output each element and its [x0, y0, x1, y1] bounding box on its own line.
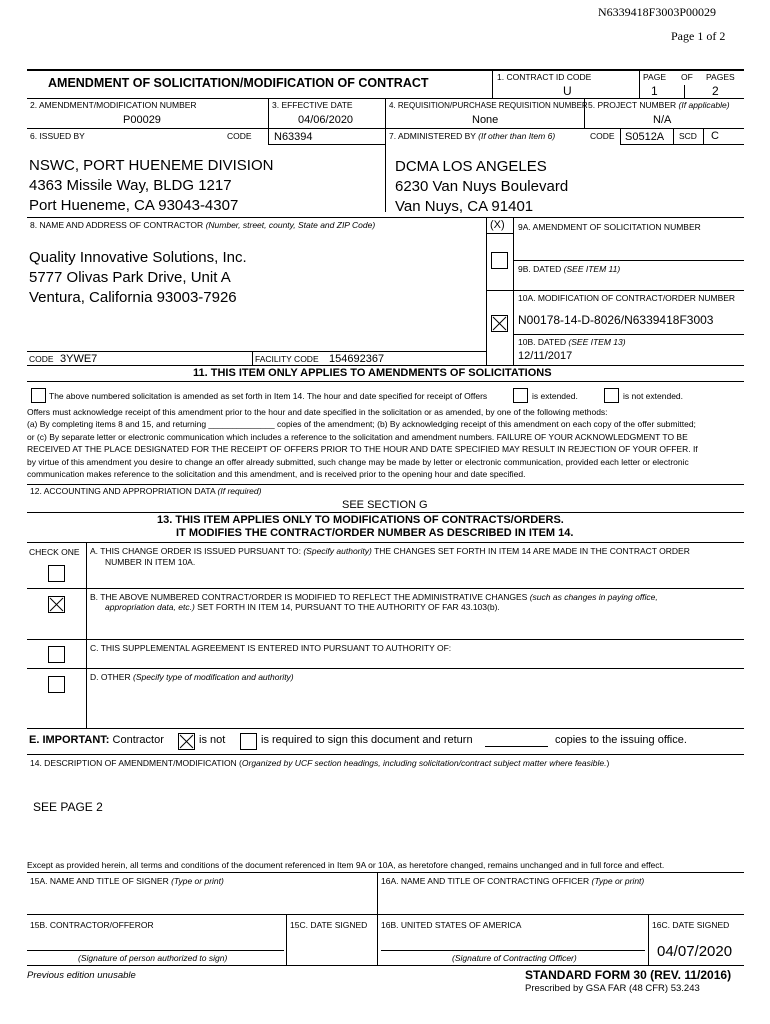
item14-label-main: 14. DESCRIPTION OF AMENDMENT/MODIFICATION (: [30, 758, 242, 768]
contractor-line-1: Quality Innovative Solutions, Inc.: [29, 249, 247, 266]
prescribed-by: Prescribed by GSA FAR (48 CFR) 53.243: [525, 983, 700, 994]
item7-code-label: CODE: [590, 131, 615, 141]
officer-signature-caption: (Signature of Contracting Officer): [452, 953, 577, 963]
issuer-line-3: Port Hueneme, CA 93043-4307: [29, 197, 239, 214]
instruction-line: (a) By completing items 8 and 15, and returning ______________ copies of the amendment; (b) By acknowledging receipt of this amendment on each copy of the offer submitted;: [27, 419, 696, 430]
item13b-note-2: appropriation data, etc.): [105, 602, 195, 612]
item13b-checkbox[interactable]: [48, 596, 65, 613]
row-divider: [27, 668, 744, 669]
divider: [639, 70, 640, 98]
row-divider: [268, 144, 385, 145]
item16b-label: 16B. UNITED STATES OF AMERICA: [381, 920, 522, 930]
requisition-number: None: [472, 114, 499, 126]
item13c-text: C. THIS SUPPLEMENTAL AGREEMENT IS ENTERED INTO PURSUANT TO AUTHORITY OF:: [90, 643, 452, 653]
item14-label: [30, 758, 609, 768]
form-title: AMENDMENT OF SOLICITATION/MODIFICATION OF CONTRACT: [48, 76, 429, 90]
checkmark-x-icon: [179, 734, 194, 749]
contractor-signature-line: [27, 950, 284, 951]
form-top-border: [27, 69, 744, 71]
row-divider: [27, 728, 744, 729]
copies-label: copies to the issuing office.: [555, 734, 687, 746]
item14-label-note: Organized by UCF section headings, including solicitation/contract subject matter where feasible.: [241, 758, 607, 768]
divider: [286, 914, 287, 965]
item13b-rest: SET FORTH IN ITEM 14, PURSUANT TO THE AUTHORITY OF FAR 43.103(b).: [197, 602, 500, 612]
of-label: OF: [681, 72, 693, 82]
item16a-label: [381, 876, 644, 886]
instruction-line: Offers must acknowledge receipt of this amendment prior to the hour and date specified in the solicitation or as amended, by one of the following methods:: [27, 407, 608, 417]
divider: [648, 914, 649, 965]
item13b-text-2: [105, 602, 500, 612]
officer-signature-line: [381, 950, 645, 951]
item11-amended-text: The above numbered solicitation is amended as set forth in Item 14. The hour and date specified for receipt of Offers: [49, 391, 488, 401]
item9b-label-note: (SEE ITEM 11): [563, 264, 621, 274]
divider: [513, 217, 514, 365]
item2-label: 2. AMENDMENT/MODIFICATION NUMBER: [30, 100, 197, 110]
item8-label-note: (Number, street, county, State and ZIP Code): [205, 220, 376, 230]
item13-header-2: IT MODIFIES THE CONTRACT/ORDER NUMBER AS DESCRIBED IN ITEM 14.: [176, 527, 574, 539]
issuer-code: N63394: [274, 131, 313, 143]
item5-label: [588, 100, 730, 110]
instruction-line: by virtue of this amendment you desire to change an offer already submitted, such change may be made by letter or electronic communication, provided each letter or electronic: [27, 456, 689, 467]
divider: [252, 351, 253, 365]
contractor-line-2: 5777 Olivas Park Drive, Unit A: [29, 269, 231, 286]
item15c-label: 15C. DATE SIGNED: [290, 920, 368, 930]
important-label: E. IMPORTANT:: [29, 734, 110, 746]
item11-instructions: [27, 406, 698, 480]
divider: [673, 128, 674, 144]
item13c-checkbox[interactable]: [48, 646, 65, 663]
contractor-signature-caption: (Signature of person authorized to sign): [78, 953, 228, 963]
item16a-label-main: 16A. NAME AND TITLE OF CONTRACTING OFFICER: [381, 876, 590, 886]
admin-line-2: 6230 Van Nuys Boulevard: [395, 178, 569, 195]
not-extended-checkbox[interactable]: [604, 388, 619, 403]
page-label: PAGE: [643, 72, 666, 82]
item12-label: [30, 486, 261, 496]
divider: [486, 217, 487, 365]
item13b-text: [90, 592, 658, 602]
admin-line-3: Van Nuys, CA 91401: [395, 198, 534, 215]
row-divider: [513, 260, 744, 261]
contract-dated: 12/11/2017: [518, 350, 573, 362]
row-divider: [27, 381, 744, 382]
item10b-label-main: 10B. DATED: [518, 337, 567, 347]
is-required-label: is required to sign this document and return: [261, 734, 473, 746]
admin-code: S0512A: [625, 131, 665, 143]
row-divider: [27, 512, 744, 513]
item13-header-1: 13. THIS ITEM APPLIES ONLY TO MODIFICATIONS OF CONTRACTS/ORDERS.: [157, 514, 564, 526]
row-divider: [27, 351, 486, 352]
contract-order-number: N00178-14-D-8026/N6339418F3003: [518, 313, 714, 327]
row-divider: [27, 217, 744, 218]
contractor-code-label: CODE: [29, 354, 54, 364]
pages-value: 2: [712, 84, 719, 98]
contractor-line-3: Ventura, California 93003-7926: [29, 289, 237, 306]
row-divider: [486, 290, 744, 291]
page-counter: Page 1 of 2: [671, 29, 726, 43]
item10b-label: [518, 337, 626, 347]
item15a-label-note: (Type or print): [171, 876, 224, 886]
solicitation-amended-checkbox[interactable]: [31, 388, 46, 403]
instruction-line: RECEIVED AT THE PLACE DESIGNATED FOR THE RECEIPT OF OFFERS PRIOR TO THE HOUR AND DATE SPECIFIED MAY RESULT IN REJECTION OF YOUR OFFER. If: [27, 444, 698, 455]
item7-label-main: 7. ADMINISTERED BY: [389, 131, 476, 141]
checkmark-x-icon: [49, 597, 64, 612]
item12-label-note: (If required): [217, 486, 262, 496]
item16a-label-note: (Type or print): [591, 876, 645, 886]
divider: [268, 98, 269, 144]
is-not-checkbox[interactable]: [178, 733, 195, 750]
divider: [684, 85, 685, 98]
accounting-data: SEE SECTION G: [342, 499, 428, 511]
item10b-label-note: (SEE ITEM 13): [568, 337, 626, 347]
item8-label: [30, 220, 375, 230]
item13a-text: [90, 546, 690, 556]
item4-label: 4. REQUISITION/PURCHASE REQUISITION NUMBER: [389, 101, 588, 110]
pages-label: PAGES: [706, 72, 735, 82]
extended-checkbox[interactable]: [513, 388, 528, 403]
standard-form-id: STANDARD FORM 30 (REV. 11/2016): [525, 968, 732, 982]
divider: [584, 98, 585, 128]
contracting-officer-date: 04/07/2020: [657, 943, 733, 960]
item13a-checkbox[interactable]: [48, 565, 65, 582]
item15a-label: [30, 876, 224, 886]
except-text: Except as provided herein, all terms and conditions of the document referenced in Item 9A or 10A, as heretofore changed, remains unchanged and in full force and effect.: [27, 860, 665, 870]
copies-blank: [485, 746, 548, 747]
description-value: SEE PAGE 2: [33, 800, 103, 814]
item16c-label: 16C. DATE SIGNED: [652, 920, 730, 930]
project-number: N/A: [653, 114, 672, 126]
not-extended-label: is not extended.: [623, 391, 684, 401]
item14-label-close: ): [606, 758, 610, 768]
item10-checkbox[interactable]: [491, 315, 508, 332]
item8-label-main: 8. NAME AND ADDRESS OF CONTRACTOR: [30, 220, 204, 230]
amendment-number: P00029: [123, 114, 161, 126]
facility-code: 154692367: [329, 353, 385, 365]
item-e-row: [29, 734, 164, 746]
item13a-note: (Specify authority): [303, 546, 372, 556]
item13a-main: A. THIS CHANGE ORDER IS ISSUED PURSUANT TO:: [90, 546, 301, 556]
item12-label-main: 12. ACCOUNTING AND APPROPRIATION DATA: [30, 486, 216, 496]
row-divider: [27, 588, 744, 589]
row-divider: [27, 914, 744, 915]
item13b-main: B. THE ABOVE NUMBERED CONTRACT/ORDER IS MODIFIED TO REFLECT THE ADMINISTRATIVE CHANGES: [90, 592, 528, 602]
item5-label-main: 5. PROJECT NUMBER: [588, 100, 677, 110]
item6-code-label: CODE: [227, 131, 252, 141]
contract-id-value: U: [563, 84, 572, 98]
is-not-label: is not: [199, 734, 226, 746]
effective-date: 04/06/2020: [298, 114, 354, 126]
check-one-label: CHECK ONE: [29, 547, 80, 557]
instruction-line: communication makes reference to the solicitation and this amendment, and is received prior to the opening hour and date specified.: [27, 469, 526, 480]
item9b-label-main: 9B. DATED: [518, 264, 562, 274]
item7-label-note: (If other than Item 6): [478, 131, 556, 141]
admin-line-1: DCMA LOS ANGELES: [395, 158, 547, 175]
item11-header: 11. THIS ITEM ONLY APPLIES TO AMENDMENTS OF SOLICITATIONS: [193, 367, 552, 379]
row-divider: [27, 365, 744, 366]
row-divider: [27, 128, 744, 129]
row-divider: [27, 484, 744, 485]
checkmark-x-icon: [492, 316, 507, 331]
item15a-label-main: 15A. NAME AND TITLE OF SIGNER: [30, 876, 169, 886]
row-divider: [27, 872, 744, 873]
issuer-line-2: 4363 Missile Way, BLDG 1217: [29, 177, 232, 194]
previous-edition-note: Previous edition unusable: [27, 970, 136, 981]
contractor-label: Contractor: [112, 734, 164, 746]
page-value: 1: [651, 84, 658, 98]
item10a-label: 10A. MODIFICATION OF CONTRACT/ORDER NUMBER: [518, 293, 736, 303]
item13d-main: D. OTHER: [90, 672, 131, 682]
row-divider: [620, 144, 744, 145]
divider: [377, 872, 378, 965]
item13a-rest: THE CHANGES SET FORTH IN ITEM 14 ARE MADE IN THE CONTRACT ORDER: [374, 546, 690, 556]
scd-label: SCD: [679, 131, 697, 141]
divider: [620, 128, 621, 144]
instruction-line: or (c) By separate letter or electronic communication which includes a reference to the solicitation and amendment numbers. FAILURE OF YOUR ACKNOWLEDGMENT TO BE: [27, 431, 688, 442]
contractor-code: 3YWE7: [60, 353, 98, 365]
item13d-checkbox[interactable]: [48, 676, 65, 693]
item6-label: 6. ISSUED BY: [30, 131, 85, 141]
x-column-label: (X): [490, 219, 505, 231]
row-divider: [27, 965, 744, 966]
contract-id-label: 1. CONTRACT ID CODE: [497, 72, 592, 82]
row-divider: [513, 334, 744, 335]
divider: [86, 542, 87, 728]
item7-label: [389, 131, 555, 141]
row-divider: [27, 639, 744, 640]
divider: [385, 98, 386, 212]
item15b-label: 15B. CONTRACTOR/OFFEROR: [30, 920, 154, 930]
divider: [703, 128, 704, 144]
item5-label-note: (If applicable): [678, 100, 730, 110]
item13a-text-2: NUMBER IN ITEM 10A.: [105, 557, 196, 567]
item9a-label: 9A. AMENDMENT OF SOLICITATION NUMBER: [518, 222, 701, 232]
is-required-checkbox[interactable]: [240, 733, 257, 750]
item9-checkbox[interactable]: [491, 252, 508, 269]
item13d-note: (Specify type of modification and authority): [133, 672, 294, 682]
item13d-text: [90, 672, 294, 682]
row-divider: [27, 542, 744, 543]
row-divider: [486, 233, 514, 234]
divider: [492, 70, 493, 98]
item3-label: 3. EFFECTIVE DATE: [272, 100, 353, 110]
issuer-line-1: NSWC, PORT HUENEME DIVISION: [29, 157, 274, 174]
facility-code-label: FACILITY CODE: [255, 354, 319, 364]
scd-value: C: [711, 130, 719, 142]
document-id: N6339418F3003P00029: [598, 5, 717, 19]
extended-label: is extended.: [532, 391, 578, 401]
item9b-label: [518, 264, 620, 274]
item13b-note: (such as changes in paying office,: [529, 592, 658, 602]
row-divider: [27, 754, 744, 755]
